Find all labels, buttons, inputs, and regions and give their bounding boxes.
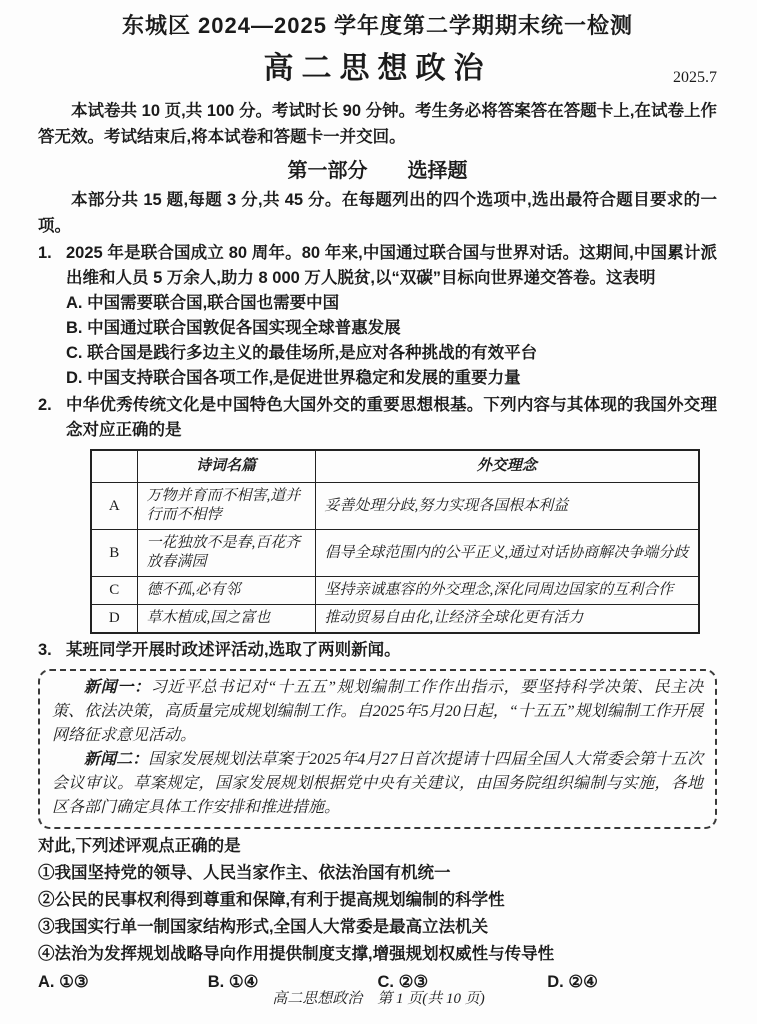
exam-notice: 本试卷共 10 页,共 100 分。考试时长 90 分钟。考生务必将答案答在答题卡上,在试卷上作答无效。考试结束后,将本试卷和答题卡一并交回。 <box>38 102 717 146</box>
row-a-poem: 万物并育而不相害,道并行而不相悖 <box>137 483 315 530</box>
question-2-table <box>90 449 700 634</box>
exam-date: 2025.7 <box>673 69 717 86</box>
question-1-number: 1. <box>38 244 52 262</box>
part1-intro: 本部分共 15 题,每题 3 分,共 45 分。在每题列出的四个选项中,选出最符合题目要求的一项。 <box>38 191 717 235</box>
question-3-statement-1: ①我国坚持党的领导、人民当家作主、依法治国有机统一 <box>38 864 451 882</box>
question-2-number: 2. <box>38 396 52 414</box>
news-1-label: 新闻一： <box>84 679 151 696</box>
row-d-poem: 草木植成,国之富也 <box>137 605 315 634</box>
question-3-stem: 某班同学开展时政述评活动,选取了两则新闻。 <box>66 641 401 659</box>
choice-d: D. ②④ <box>547 973 598 991</box>
question-1 <box>38 241 717 291</box>
question-1-option-d: D. 中国支持联合国各项工作,是促进世界稳定和发展的重要力量 <box>66 369 521 387</box>
table-corner-cell <box>91 450 137 483</box>
table-header-row <box>91 450 699 483</box>
table-row-c <box>91 577 699 605</box>
row-d-idea: 推动贸易自由化,让经济全球化更有活力 <box>315 605 699 634</box>
question-1-option-c: C. 联合国是践行多边主义的最佳场所,是应对各种挑战的有效平台 <box>66 344 538 362</box>
choice-b: B. ①④ <box>207 973 259 991</box>
question-3-statement-4: ④法治为发挥规划战略导向作用提供制度支撑,增强规划权威性与传导性 <box>38 945 555 963</box>
row-c-idea: 坚持亲诚惠容的外交理念,深化同周边国家的互利合作 <box>315 577 699 605</box>
table-header-idea: 外交理念 <box>315 450 699 483</box>
news-2-text: 国家发展规划法草案于2025年4月27日首次提请十四届全国人大常委会第十五次会议审议。草案规定，国家发展规划根据党中央有关建议，由国务院组织编制与实施，各地区各部门确定具体工作安排和推进措施。 <box>52 751 703 816</box>
question-2-stem: 中华优秀传统文化是中国特色大国外交的重要思想根基。下列内容与其体现的我国外交理念对应正确的是 <box>66 396 717 439</box>
row-b-poem: 一花独放不是春,百花齐放春满园 <box>137 530 315 577</box>
row-b-label: B <box>91 530 137 577</box>
table-header-poem: 诗词名篇 <box>137 450 315 483</box>
question-3-statement-2: ②公民的民事权利得到尊重和保障,有利于提高规划编制的科学性 <box>38 891 505 909</box>
row-c-label: C <box>91 577 137 605</box>
part1-heading: 第一部分 选择题 <box>287 160 468 182</box>
row-a-label: A <box>91 483 137 530</box>
news-2-label: 新闻二： <box>84 751 149 768</box>
question-3-statement-3: ③我国实行单一制国家结构形式,全国人大常委是最高立法机关 <box>38 918 489 936</box>
row-c-poem: 德不孤,必有邻 <box>137 577 315 605</box>
table-row-b <box>91 530 699 577</box>
news-item-2 <box>52 748 703 820</box>
exam-title: 东城区 2024—2025 学年度第二学期期末统一检测 <box>121 13 634 38</box>
choice-a: A. ①③ <box>38 973 89 991</box>
question-3 <box>38 638 717 663</box>
page-footer: 高二思想政治 第 1 页(共 10 页) <box>272 991 485 1007</box>
news-box <box>38 669 717 829</box>
question-3-number: 3. <box>38 641 52 659</box>
choice-c: C. ②③ <box>377 973 429 991</box>
row-a-idea: 妥善处理分歧,努力实现各国根本利益 <box>315 483 699 530</box>
row-b-idea: 倡导全球范围内的公平正义,通过对话协商解决争端分歧 <box>315 530 699 577</box>
news-1-text: 习近平总书记对“十五五”规划编制工作作出指示，要坚持科学决策、民主决策、依法决策，高质量完成规划编制工作。自2025年5月20日起，“十五五”规划编制工作开展网络征求意见活动。 <box>52 679 703 744</box>
question-1-option-a: A. 中国需要联合国,联合国也需要中国 <box>66 294 340 312</box>
row-d-label: D <box>91 605 137 634</box>
question-1-option-b: B. 中国通过联合国敦促各国实现全球普惠发展 <box>66 319 401 337</box>
subject-title: 高二思想政治 <box>263 52 492 85</box>
question-3-follow: 对此,下列述评观点正确的是 <box>38 837 241 855</box>
question-2 <box>38 393 717 443</box>
subject-row <box>38 48 717 90</box>
question-1-stem: 2025 年是联合国成立 80 周年。80 年来,中国通过联合国与世界对话。这期间,中国累计派出维和人员 5 万余人,助力 8 000 万人脱贫,以“双碳”目标向世界递交答卷。这表明 <box>66 244 717 287</box>
news-item-1 <box>52 676 703 748</box>
table-row-d <box>91 605 699 634</box>
table-row-a <box>91 483 699 530</box>
